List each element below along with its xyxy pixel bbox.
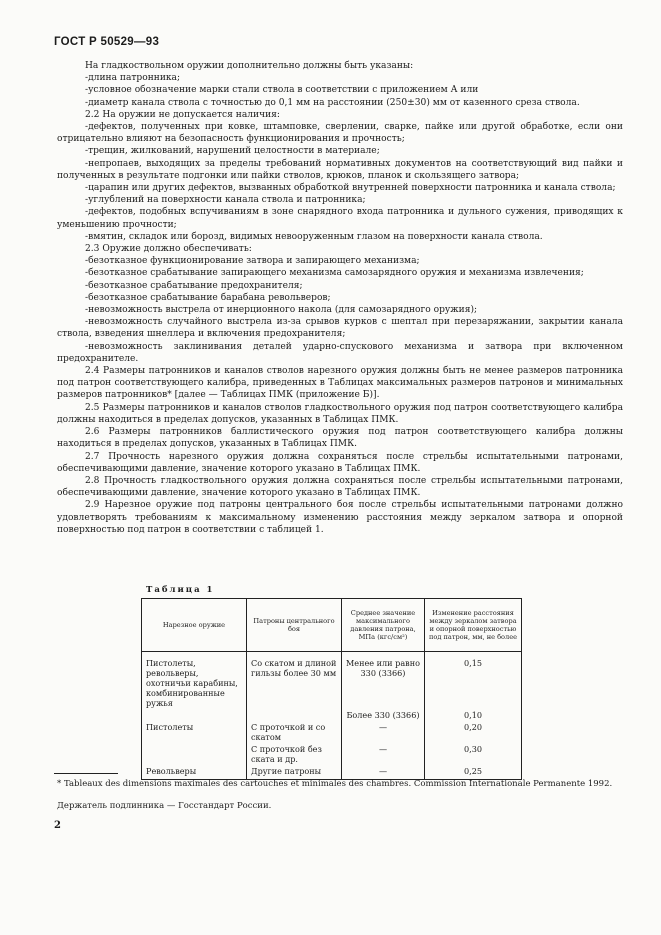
cell-cartridge: С проточкой и со скатом (247, 721, 342, 743)
header-cartridge: Патроны центрального боя (247, 599, 342, 652)
body-paragraph: -длина патронника; (85, 73, 181, 84)
table-row (142, 652, 522, 710)
document-header: ГОСТ Р 50529—93 (54, 36, 160, 48)
footnote-divider (54, 773, 118, 774)
body-paragraph: На гладкоствольном оружии дополнительно должны быть указаны: (85, 61, 414, 71)
body-paragraph: -вмятин, складок или борозд, видимых невооруженным глазом на поверхности канала ствола. (85, 231, 543, 242)
body-paragraph: -невозможность заклинивания деталей ударно-спускового механизма и затвора при включенном предохранителе. (57, 341, 623, 364)
body-paragraph: -непропаев, выходящих за пределы требований нормативных документов на соответствующий вид пайки и полученных в результате подгонки или пайки стволов, крюков, планок и скользящего затвора; (57, 158, 623, 181)
table-row (142, 721, 522, 743)
table-caption: Таблица 1 (146, 585, 215, 595)
cell-cartridge: С проточкой без ската и др. (247, 743, 342, 765)
cell-weapon: Револьверы (142, 765, 247, 780)
page-number: 2 (54, 820, 61, 831)
cell-weapon (142, 709, 247, 721)
body-paragraph: -условное обозначение марки стали ствола в соответствии с приложением А или (85, 85, 479, 96)
cell-pressure: Более 330 (3366) (342, 709, 425, 721)
cell-pressure: — (342, 721, 425, 743)
cell-weapon: Пистолеты, револьверы, охотничьи карабины, комбинированные ружья (142, 652, 247, 710)
body-paragraph: 2.8 Прочность гладкоствольного оружия должна сохраняться после стрельбы испытательными патронами, обеспечивающими давление, значение которого указано в Таблицах ПМК. (57, 475, 623, 499)
footnote-text: * Tableaux des dimensions maximales des cartouches et minimales des chambres. Commission Internationale Permanente 1992. (57, 779, 613, 789)
table-row (142, 709, 522, 721)
body-paragraph: 2.2 На оружии не допускается наличия: (85, 109, 280, 120)
body-paragraph: 2.9 Нарезное оружие под патроны центрального боя после стрельбы испытательными патронами должно удовлетворять требованиям к максимальному изменению расстояния между зеркалом затвора и опорной поверхностью под патрон в соответствии с таблицей 1. (57, 500, 623, 535)
body-paragraph: 2.7 Прочность нарезного оружия должна сохраняться после стрельбы испытательными патронами, обеспечивающими давление, значение которого указано в Таблицах ПМК. (57, 451, 623, 474)
cell-weapon (142, 743, 247, 765)
table-row (142, 743, 522, 765)
specification-table (141, 598, 522, 780)
cell-distance: 0,30 (425, 743, 522, 765)
footnote (57, 778, 623, 790)
cell-distance: 0,10 (425, 709, 522, 721)
header-distance: Изменение расстояния между зеркалом затвора и опорной поверхностью под патрон, мм, не более (425, 599, 522, 652)
cell-cartridge: Другие патроны (247, 765, 342, 780)
body-paragraph: 2.3 Оружие должно обеспечивать: (85, 244, 252, 255)
original-holder-note: Держатель подлинника — Госстандарт России. (57, 801, 272, 811)
body-paragraph: -царапин или других дефектов, вызванных обработкой внутренней поверхности патронника и канала ствола; (85, 183, 616, 194)
table-header-row (142, 599, 522, 652)
body-paragraph: -невозможность выстрела от инерционного накола (для самозарядного оружия); (85, 305, 478, 316)
cell-pressure: — (342, 765, 425, 780)
cell-pressure: — (342, 743, 425, 765)
body-paragraph: -безотказное срабатывание запирающего механизма самозарядного оружия и механизма извлечения; (85, 268, 584, 279)
body-text (57, 60, 623, 536)
body-paragraph: -дефектов, полученных при ковке, штамповке, сверлении, сварке, пайке или другой обработке, если они отрицательно влияют на безопасность функционирования и прочность; (57, 122, 623, 145)
cell-cartridge (247, 709, 342, 721)
cell-distance: 0,20 (425, 721, 522, 743)
cell-pressure: Менее или равно 330 (3366) (342, 652, 425, 710)
cell-weapon: Пистолеты (142, 721, 247, 743)
body-paragraph: 2.4 Размеры патронников и каналов стволов нарезного оружия должны быть не менее размеров патронника под патрон соответствующего калибра, приведенных в Таблицах максимальных размеров патронов и минимальных размеров патронников* [далее — Таблицах ПМК (приложение Б)]. (57, 366, 623, 401)
body-paragraph: -дефектов, подобных вспучиваниям в зоне снарядного входа патронника и дульного сужения, приводящих к уменьшению прочности; (57, 207, 623, 230)
body-paragraph: -невозможность случайного выстрела из-за срывов курков с шептал при перезаряжании, закрытии канала ствола, взведения шнеллера и включения предохранителя; (57, 317, 623, 340)
body-paragraph: 2.6 Размеры патронников баллистического оружия под патрон соответствующего калибра должны находиться в пределах допусков, указанных в Таблицах ПМК. (57, 427, 623, 450)
cell-cartridge: Со скатом и длиной гильзы более 30 мм (247, 652, 342, 710)
body-paragraph: -диаметр канала ствола с точностью до 0,1 мм на расстоянии (250±30) мм от казенного среза ствола. (85, 97, 580, 108)
header-pressure: Среднее значение максимального давления патрона, МПа (кгс/см²) (342, 599, 425, 652)
body-paragraph: -трещин, жилкований, нарушений целостности в материале; (85, 146, 380, 157)
cell-distance: 0,25 (425, 765, 522, 780)
body-paragraph: 2.5 Размеры патронников и каналов стволов гладкоствольного оружия под патрон соответствующего калибра должны находиться в пределах допусков, указанных в Таблицах ПМК. (57, 402, 623, 425)
body-paragraph: -углублений на поверхности канала ствола и патронника; (85, 195, 366, 206)
body-paragraph: -безотказное срабатывание предохранителя; (85, 280, 303, 291)
body-paragraph: -безотказное функционирование затвора и запирающего механизма; (85, 256, 420, 267)
header-weapon: Нарезное оружие (142, 599, 247, 652)
cell-distance: 0,15 (425, 652, 522, 710)
body-paragraph: -безотказное срабатывание барабана револьверов; (85, 292, 331, 303)
